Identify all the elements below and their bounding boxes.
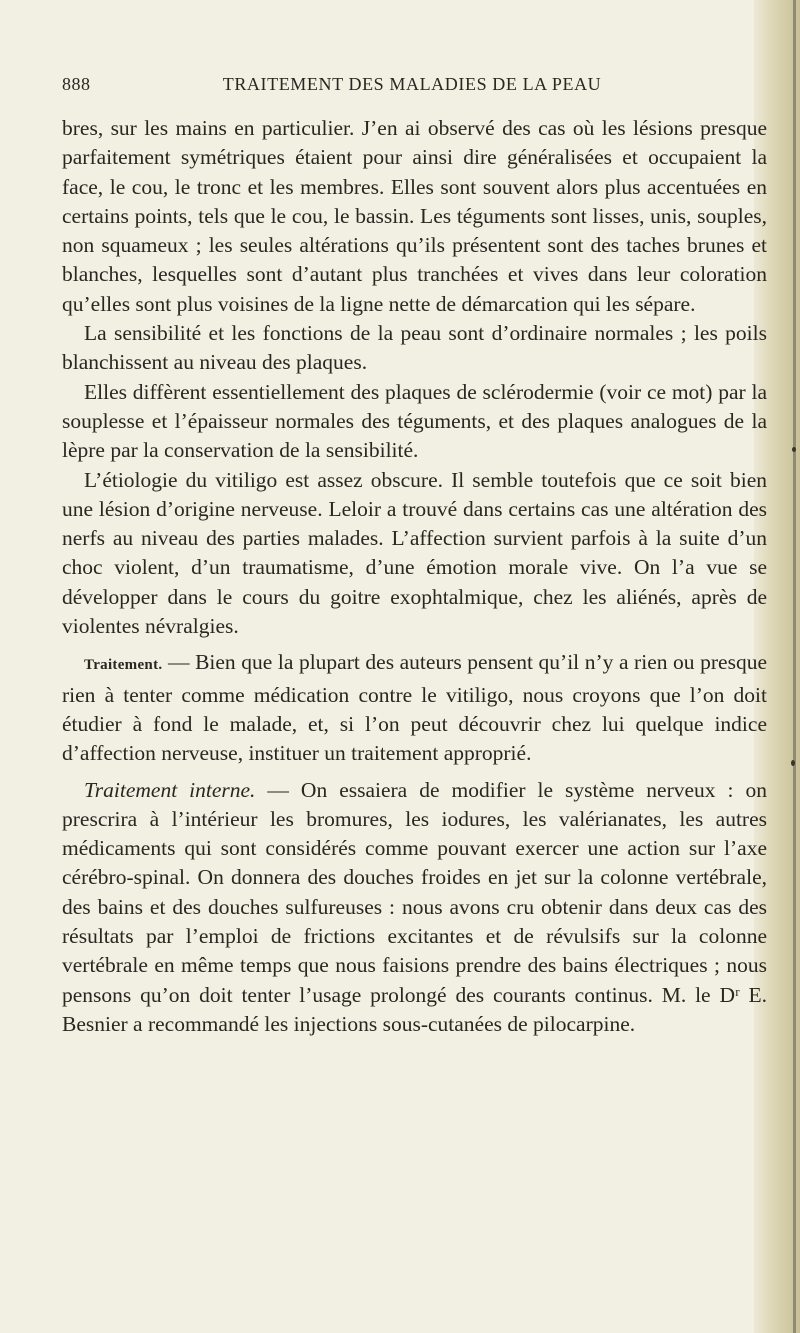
- paragraph-text: Elles diffèrent essentiellement des plaques de sclérodermie (voir ce mot) par la souplesse et l’épaisseur normales des téguments, et des plaques analogues de la lèpre par la conservation de la sensibilité.: [62, 379, 767, 463]
- page-number: 888: [62, 74, 91, 94]
- paragraph-sensibility: [62, 319, 767, 378]
- paragraph-text: L’étiologie du vitiligo est assez obscure. Il semble toutefois que ce soit bien une lésion d’origine nerveuse. Leloir a trouvé dans certains cas une altération des nerfs au niveau des parties malades. L’affection survient parfois à la suite d’un choc violent, d’un traumatisme, d’une émotion morale vive. On l’a vue se développer dans le cours du goitre exophtalmique, chez les aliénés, après de violentes névralgies.: [62, 467, 767, 639]
- section-heading-traitement: Traitement.: [84, 657, 163, 674]
- paragraph-internal-treatment: [62, 776, 767, 1040]
- paragraph-differential: [62, 378, 767, 466]
- text-body: [62, 114, 767, 1039]
- paragraph-text: — On essaiera de modifier le système nerveux : on prescrira à l’intérieur les bromures, les iodures, les valérianates, les autres médicaments qui sont considérés comme pouvant exercer une action sur l’axe cérébro-spinal. On donnera des douches froides en jet sur la colonne vertébrale, des bains et des douches sulfureuses : nous avons cru obtenir dans deux cas des résultats par l’emploi de frictions excitantes et de révulsifs sur la colonne vertébrale en même temps que nous faisions prendre des bains électriques ; nous pensons qu’on doit tenter l’usage prolongé des courants continus. M. le Dʳ E. Besnier a recommandé les injections sous-cutanées de pilocarpine.: [62, 777, 767, 1036]
- page-edge-line: [793, 0, 796, 1333]
- paragraph-treatment: [62, 648, 767, 768]
- paragraph-text: bres, sur les mains en particulier. J’en ai observé des cas où les lésions presque parfaitement symétriques étaient pour ainsi dire généralisées et occupaient la face, le cou, le tronc et les membres. Elles sont souvent alors plus accentuées en certains points, tels que le cou, le bassin. Les téguments sont lisses, unis, souples, non squameux ; les seules altérations qu’ils présentent sont des taches brunes et blanches, lesquelles sont d’autant plus tranchées et vives dans leur coloration qu’elles sont plus voisines de la ligne nette de démarcation qui les sépare.: [62, 116, 767, 316]
- paragraph-etiology: [62, 466, 767, 642]
- margin-speck: [792, 447, 796, 452]
- paragraph-text: La sensibilité et les fonctions de la peau sont d’ordinaire normales ; les poils blanchissent au niveau des plaques.: [62, 321, 767, 375]
- running-title: TRAITEMENT DES MALADIES DE LA PEAU: [222, 74, 602, 94]
- running-head: [62, 74, 762, 96]
- paragraph-text: — Bien que la plupart des auteurs pensent qu’il n’y a rien ou presque rien à tenter comme médication contre le vitiligo, nous croyons que l’on doit étudier à fond le malade, et, si l’on peut découvrir chez lui quelque indice d’affection nerveuse, instituer un traitement approprié.: [62, 650, 767, 766]
- paragraph-continuation: [62, 114, 767, 319]
- margin-speck: [791, 760, 795, 766]
- section-heading-traitement-interne: Traitement interne.: [84, 777, 256, 802]
